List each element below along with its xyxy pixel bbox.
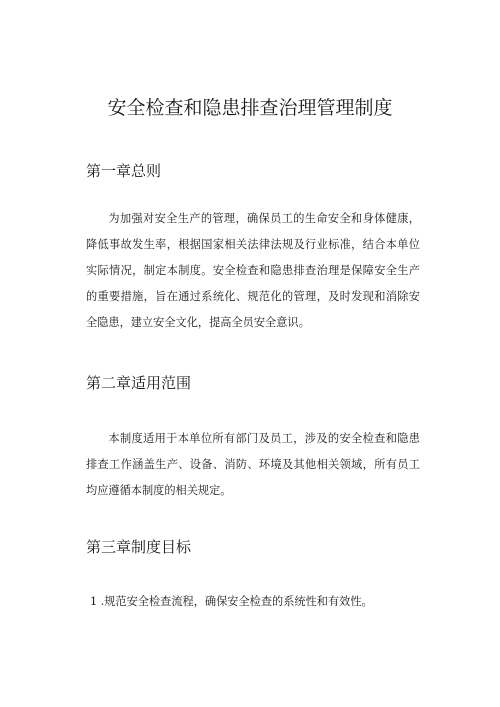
chapter-2-paragraph: 本制度适用于本单位所有部门及员工，涉及的安全检查和隐患排查工作涵盖生产、设备、消防、环境及其他相关领域，所有员工均应遵循本制度的相关规定。 <box>86 432 420 497</box>
document-title: 安全检查和隐患排查治理管理制度 <box>107 97 393 119</box>
chapter-3-heading: 第三章制度目标 <box>86 538 192 556</box>
chapter-3-list-item: 1 .规范安全检查流程，确保安全检查的系统性和有效性。 <box>90 595 373 608</box>
chapter-1-paragraph: 为加强对安全生产的管理，确保员工的生命安全和身体健康，降低事故发生率，根据国家相关法律法规及行业标准，结合本单位实际情况，制定本制度。安全检查和隐患排查治理是保障安全生产的重要措施，旨在通过系统化、规范化的管理，及时发现和消除安全隐患，建立安全文化，提高全员安全意识。 <box>86 212 420 329</box>
chapter-2-heading: 第二章适用范围 <box>86 374 192 392</box>
chapter-1-heading: 第一章总则 <box>86 162 162 180</box>
